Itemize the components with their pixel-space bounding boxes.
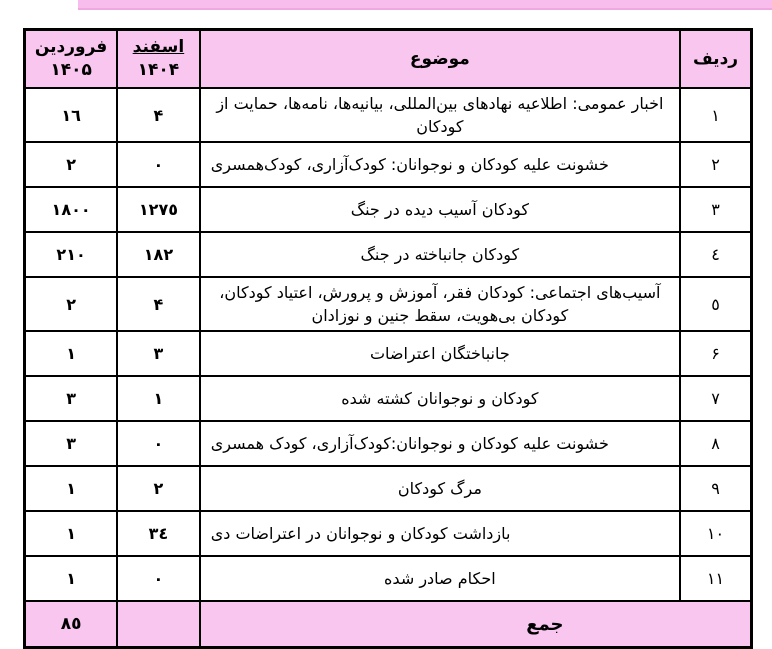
row-esfand-value: ۰ [117,142,200,187]
table-row [25,232,752,277]
table-header [25,30,752,89]
row-esfand-value: ۱۸۲ [117,232,200,277]
header-esfand-year: ۱۴۰۴ [137,60,180,80]
row-subject: کودکان و نوجوانان کشته شده [200,376,680,421]
row-rank: ۹ [680,466,751,511]
table-row [25,277,752,331]
row-esfand-value: ۲ [117,466,200,511]
row-rank: ۳ [680,187,751,232]
row-farvardin-value: ۳ [25,376,118,421]
top-banner-strip [78,0,772,10]
row-subject: خشونت علیه کودکان و نوجوانان:کودک‌آزاری، کودک همسری [200,421,680,466]
row-subject: مرگ کودکان [200,466,680,511]
row-subject: کودکان جانباخته در جنگ [200,232,680,277]
table-row [25,187,752,232]
row-subject: اخبار عمومی: اطلاعیه نهادهای بین‌المللی، بیانیه‌ها، نامه‌ها، حمایت از کودکان [200,88,680,142]
header-farvardin-label: فروردین [34,37,108,57]
header-row [25,30,752,89]
table-row [25,142,752,187]
sum-farvardin: ۸٥ [25,601,118,648]
row-rank: ۲ [680,142,751,187]
table-row [25,556,752,601]
monthly-topics-table [23,28,753,649]
table-footer [25,601,752,648]
row-rank: ۶ [680,331,751,376]
row-esfand-value: ۴ [117,88,200,142]
row-subject: بازداشت کودکان و نوجوانان در اعتراضات دی [200,511,680,556]
row-farvardin-value: ۱ [25,511,118,556]
row-rank: ۱۰ [680,511,751,556]
header-esfand [117,30,200,89]
row-subject: آسیب‌های اجتماعی: کودکان فقر، آموزش و پرورش، اعتیاد کودکان، کودکان بی‌هویت، سقط جنین و نوزادان [200,277,680,331]
row-subject: جانباختگان اعتراضات [200,331,680,376]
row-subject: خشونت علیه کودکان و نوجوانان: کودک‌آزاری، کودک‌همسری [200,142,680,187]
row-farvardin-value: ۱ [25,466,118,511]
row-esfand-value: ۰ [117,421,200,466]
table-row [25,511,752,556]
table-row [25,466,752,511]
row-farvardin-value: ۳ [25,421,118,466]
row-rank: ۱ [680,88,751,142]
table-row [25,421,752,466]
row-farvardin-value: ۱٦ [25,88,118,142]
row-rank: ٤ [680,232,751,277]
table-body [25,88,752,601]
row-esfand-value: ۱ [117,376,200,421]
sum-row [25,601,752,648]
header-rank: ردیف [680,30,751,89]
header-esfand-label: اسفند [132,37,185,57]
sum-label: جمع [200,601,752,648]
row-rank: ۷ [680,376,751,421]
row-esfand-value: ۱۲۷٥ [117,187,200,232]
row-farvardin-value: ۲۱۰ [25,232,118,277]
row-farvardin-value: ۱ [25,331,118,376]
row-rank: ٥ [680,277,751,331]
header-farvardin [25,30,118,89]
row-esfand-value: ۳ [117,331,200,376]
row-rank: ۸ [680,421,751,466]
table-row [25,376,752,421]
row-farvardin-value: ۲ [25,142,118,187]
row-farvardin-value: ۱ [25,556,118,601]
row-farvardin-value: ۱۸۰۰ [25,187,118,232]
row-subject: کودکان آسیب دیده در جنگ [200,187,680,232]
sum-esfand [117,601,200,648]
header-subject: موضوع [200,30,680,89]
row-esfand-value: ۳٤ [117,511,200,556]
header-farvardin-year: ۱۴۰۵ [50,60,92,80]
row-farvardin-value: ۲ [25,277,118,331]
row-rank: ۱۱ [680,556,751,601]
row-esfand-value: ۰ [117,556,200,601]
row-subject: احکام صادر شده [200,556,680,601]
table-row [25,88,752,142]
row-esfand-value: ۴ [117,277,200,331]
table-row [25,331,752,376]
